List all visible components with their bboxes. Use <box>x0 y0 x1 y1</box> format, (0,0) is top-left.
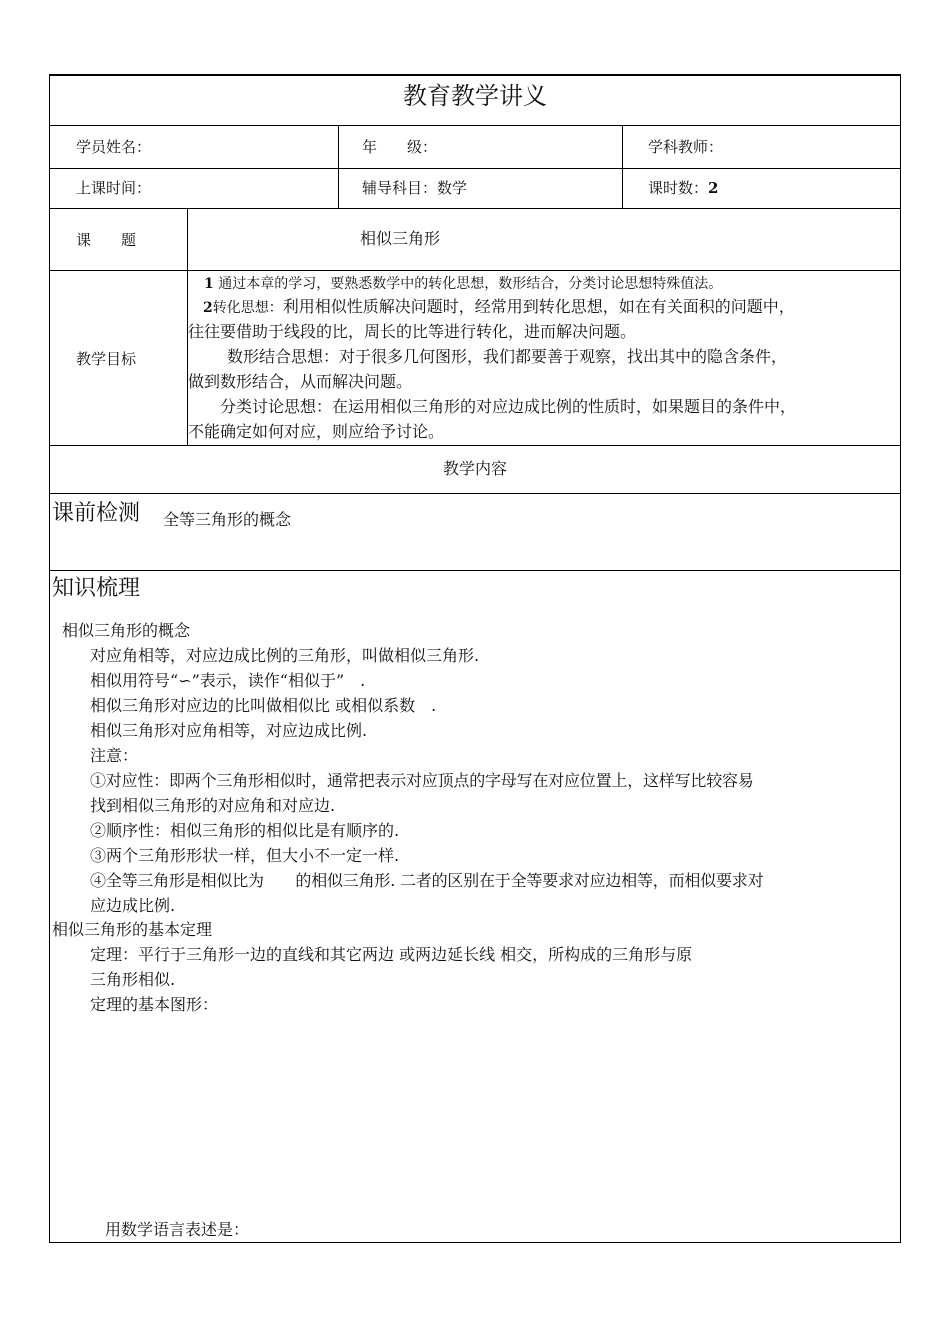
grade-label: 年 级： <box>362 138 438 156</box>
divider-topic <box>49 270 901 271</box>
goal-item-4-line-2: 不能确定如何对应，则应给予讨论。 <box>188 422 445 441</box>
divider-precheck <box>49 570 901 571</box>
page-title: 教育教学讲义 <box>403 82 547 110</box>
class-hours-label: 课时数： <box>648 179 709 197</box>
goal-item-2-text: 利用相似性质解决问题时，经常用到转化思想，如在有关面积的问题中， <box>282 297 795 316</box>
goal-item-2-number: 2 <box>203 300 213 316</box>
divider-row1 <box>49 168 901 169</box>
note-label: 注意： <box>90 746 139 765</box>
note-item-3: ③两个三角形形状一样，但大小不一定一样. <box>90 846 400 865</box>
class-hours-value: 2 <box>708 179 719 197</box>
student-name-label: 学员姓名： <box>76 138 152 156</box>
figure-area <box>90 1025 870 1210</box>
goal-item-1-text: 通过本章的学习，要熟悉数学中的转化思想，数形结合，分类讨论思想特殊值法。 <box>218 276 723 292</box>
table-left-border <box>49 74 50 1243</box>
topic-value: 相似三角形 <box>360 229 441 248</box>
class-time-label: 上课时间： <box>76 179 152 197</box>
topic-label: 课 题 <box>76 231 137 249</box>
concept-line-3: 相似三角形对应边的比叫做相似比 或相似系数 . <box>90 696 437 715</box>
precheck-text: 全等三角形的概念 <box>163 510 292 529</box>
note-item-4-line-2: 应边成比例. <box>90 896 176 915</box>
table-right-border <box>900 74 901 1243</box>
goal-item-3-line-1: 数形结合思想：对于很多几何图形，我们都要善于观察，找出其中的隐含条件， <box>227 347 788 366</box>
table-top-border <box>49 74 901 76</box>
theorem-line-1: 定理：平行于三角形一边的直线和其它两边 或两边延长线 相交，所构成的三角形与原 <box>90 945 693 964</box>
table-bottom-border <box>49 1242 901 1243</box>
theorem-line-2: 三角形相似. <box>90 970 176 989</box>
precheck-heading: 课前检测 <box>52 501 141 526</box>
knowledge-heading: 知识梳理 <box>52 576 141 601</box>
divider-goals <box>49 445 901 446</box>
content-header: 教学内容 <box>442 459 507 478</box>
note-item-1-line-2: 找到相似三角形的对应角和对应边. <box>90 796 336 815</box>
theorem-title: 相似三角形的基本定理 <box>52 920 213 939</box>
concept-line-2: 相似用符号“∽”表示，读作“相似于” . <box>90 671 366 690</box>
figure-label: 定理的基本图形： <box>90 995 219 1014</box>
note-item-1-line-1: ①对应性：即两个三角形相似时，通常把表示对应顶点的字母写在对应位置上，这样写比较容易 <box>90 771 754 790</box>
concept-title: 相似三角形的概念 <box>62 621 191 640</box>
goal-item-2-head: 转化思想： <box>212 300 283 316</box>
note-item-2: ②顺序性：相似三角形的相似比是有顺序的. <box>90 821 400 840</box>
goal-item-4-line-1: 分类讨论思想：在运用相似三角形的对应边成比例的性质时，如果题目的条件中， <box>220 397 797 416</box>
math-statement-label: 用数学语言表述是： <box>105 1220 250 1239</box>
goal-item-1 <box>204 277 722 291</box>
note-item-4-line-1: ④全等三角形是相似比为 的相似三角形. 二者的区别在于全等要求对应边相等，而相似要求对 <box>90 871 764 890</box>
divider-content-header <box>49 493 901 494</box>
divider-title <box>49 125 901 126</box>
subject-label: 辅导科目：数学 <box>362 179 468 197</box>
goal-item-2-line-1 <box>203 299 795 315</box>
goal-item-1-number: 1 <box>204 276 214 292</box>
concept-line-1: 对应角相等，对应边成比例的三角形，叫做相似三角形. <box>90 646 480 665</box>
concept-line-4: 相似三角形对应角相等，对应边成比例. <box>90 721 368 740</box>
goal-item-2-line-2: 往往要借助于线段的比，周长的比等进行转化，进而解决问题。 <box>188 322 637 341</box>
teacher-label: 学科教师： <box>648 138 724 156</box>
class-hours <box>648 181 718 196</box>
goals-label: 教学目标 <box>76 350 137 368</box>
column-divider-2 <box>622 125 623 209</box>
divider-row2 <box>49 208 901 209</box>
goal-item-3-line-2: 做到数形结合，从而解决问题。 <box>188 372 413 391</box>
column-divider-1 <box>338 125 339 209</box>
